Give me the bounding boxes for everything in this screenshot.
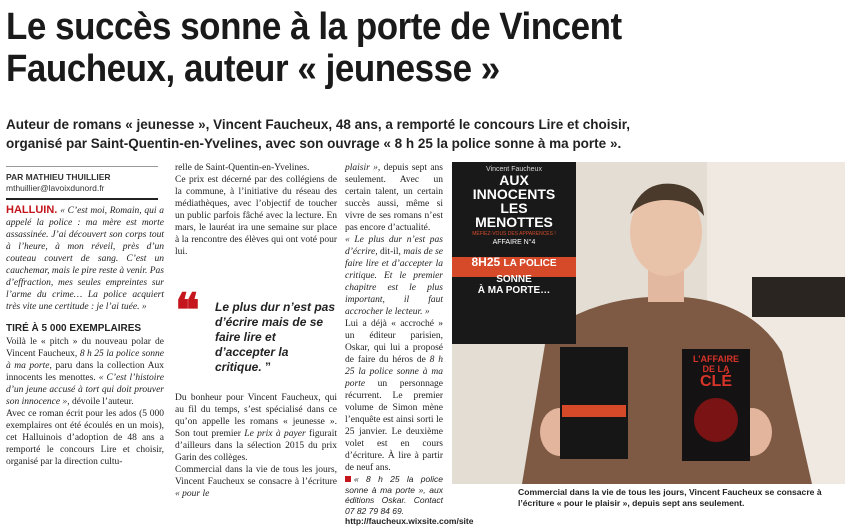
book-series-3: LES: [500, 200, 528, 216]
quote-close-mark: ”: [265, 360, 272, 374]
book-title-sonne: SONNE: [496, 274, 532, 285]
intro-quote: « C’est moi, Romain, qui a appelé la police : ma mère est morte assassinée. J’ai découvert son corps tout à l’heure, à mon réveil, près d’un couteau couvert de sang. C’est un cauchemar, mais le pire reste à venir. Pas d’effraction, mes seules empreintes sur l’arme du crime… La police acquiert très vite une certitude : je l’ai tuée. »: [6, 206, 165, 312]
hobby-quote: plaisir »: [345, 163, 378, 173]
book-title-ref-2: 8 h 25 la police sonne à ma porte: [345, 355, 444, 389]
article-column-3: [345, 162, 474, 527]
byline-author: PAR MATHIEU THUILLIER: [6, 172, 111, 182]
lead-line-2: organisé par Saint-Quentin-en-Yvelines, avec son ouvrage « 8 h 25 la police sonne à ma porte ».: [6, 136, 622, 151]
paragraph-pitch: [6, 336, 164, 408]
dateline-city: HALLUIN.: [6, 204, 58, 216]
headline-line-1: Le succès sonne à la porte de Vincent: [6, 6, 622, 48]
byline-divider: [6, 166, 158, 167]
info-website-link[interactable]: http://faucheux.wixsite.com/site: [345, 516, 474, 526]
pull-quote-text: [215, 300, 337, 375]
book-title-row: [452, 252, 576, 274]
critique-quote-a: « Le plus dur n’est pas d’écrire,: [345, 235, 443, 257]
paragraph-prize: Ce prix est décerné par des collégiens de la commune, à l’initiative du réseau des médiathèques, avec l’objectif de toucher un public parfois fâché avec la lecture. En mars, le lauréat ira une semaine sur place à la rencontre des élèves qui ont voté pour lui.: [175, 175, 337, 257]
job-text: Commercial dans la vie de tous les jours, Vincent Faucheux se consacre à l’écriture: [175, 465, 337, 487]
byline: [6, 172, 158, 194]
pitch-text-b: , paru dans la collection Aux innocents les menottes.: [6, 361, 164, 383]
subhead: TIRÉ À 5 000 EXEMPLAIRES: [6, 323, 142, 334]
book2-title-3: CLÉ: [700, 373, 732, 390]
pull-quote-body: Le plus dur n’est pas d’écrire mais de se faire lire et d’accepter la critique.: [215, 300, 336, 374]
book-cover-main: [452, 162, 576, 344]
book-title-ref: 8 h 25 la police sonne à ma porte: [6, 349, 165, 371]
paragraph-job: [175, 464, 337, 500]
info-box: [345, 474, 474, 527]
pull-quote: [175, 285, 337, 374]
photo-caption: Commercial dans la vie de tous les jours, Vincent Faucheux se consacre à l’écriture « pour le plaisir », depuis sept ans seulement.: [518, 487, 822, 508]
author-quote: « C’est l’histoire d’un jeune accusé à tort qui doit prouver son innocence »: [6, 373, 164, 407]
paragraph-award: Avec ce roman écrit pour les ados (5 000 exemplaires ont été écoulés en un mois), cet Halluinois d’adoption de 48 ans a remporté le concours Lire et choisir, organisé par la direction cultu-: [6, 409, 164, 467]
book2-title-1: L’AFFAIRE: [692, 354, 739, 364]
book-title-time: 8H25: [471, 255, 501, 269]
quote-open-mark: ❝: [175, 285, 200, 336]
lead-line-1: Auteur de romans « jeunesse », Vincent Faucheux, 48 ans, a remporté le concours Lire et choisir,: [6, 117, 630, 132]
book-author: Vincent Faucheux: [486, 166, 542, 173]
career-text-b: figurait d’ailleurs dans la sélection 2015 du prix Garin des collèges.: [175, 429, 337, 463]
book-series-4: MENOTTES: [475, 214, 553, 230]
paragraph-career: [175, 392, 337, 464]
info-bullet-icon: [345, 476, 351, 482]
book-affaire: AFFAIRE N°4: [492, 239, 536, 246]
byline-email: mthuillier@lavoixdunord.fr: [6, 183, 105, 193]
byline-bottom-rule: [6, 198, 158, 200]
book-series-2: INNOCENTS: [472, 186, 556, 202]
first-book-title: Le prix à payer: [244, 429, 306, 439]
book-title-police: LA POLICE: [503, 258, 557, 269]
paragraph-critique: [345, 234, 443, 318]
headline-line-2: Faucheux, auteur « jeunesse »: [6, 48, 500, 90]
info-book-contact: « 8 h 25 la police sonne à ma porte », aux éditions Oskar. Contact 07 82 79 84 69.: [345, 474, 443, 516]
paragraph-publisher: [345, 318, 443, 474]
book-series-1: AUX: [499, 172, 529, 188]
career-text-a: Du bonheur pour Vincent Faucheux, qui au fil du temps, s’est spécialisé dans ce qu’on appelle les romans « jeunesse ». Son tout premier: [175, 393, 337, 439]
book2-title-2: DE LA: [702, 364, 730, 374]
book-tagline: MÉFIEZ-VOUS DES APPARENCES !: [472, 231, 556, 237]
hobby-text: , depuis sept ans seulement. Avec un certain talent, un certain succès aussi, même si vivre de ses romans n’est pas encore d’actualité.: [345, 163, 443, 233]
article-photo: [452, 162, 845, 484]
article-lead: [6, 115, 846, 153]
headline: [6, 6, 843, 90]
book-cover-affaire-cle: [682, 354, 750, 390]
paragraph-continued: relle de Saint-Quentin-en-Yvelines.: [175, 163, 310, 173]
pitch-text-c: , dévoile l’auteur.: [67, 397, 134, 407]
article-column-1: [6, 204, 164, 468]
paragraph-intro: [6, 204, 164, 313]
book-title-porte: À MA PORTE…: [477, 285, 551, 296]
critique-quote-b: mais de se faire lire et d’accepter la critique. Et le premier chapitre est le plus important, il faut accrocher le lecteur. »: [345, 247, 443, 317]
article-column-2: [175, 162, 337, 258]
publisher-text-b: un personnage récurrent. Le premier volume de Simon mène l’enquête est ainsi sorti le 25 janvier. Le deuxième volet est en cours d’écriture. À lire à partir de neuf ans.: [345, 379, 444, 473]
paragraph-hobby: [345, 162, 443, 234]
article-column-2-lower: [175, 392, 337, 500]
pitch-text-a: Voilà le « pitch » du nouveau polar de Vincent Faucheux,: [6, 337, 164, 359]
job-quote: « pour le: [175, 489, 210, 499]
publisher-text-a: Lui a déjà « accroché » un éditeur parisien, Oskar, qui lui a proposé de faire du héros de: [345, 319, 443, 365]
critique-said: dit-il,: [380, 247, 401, 257]
